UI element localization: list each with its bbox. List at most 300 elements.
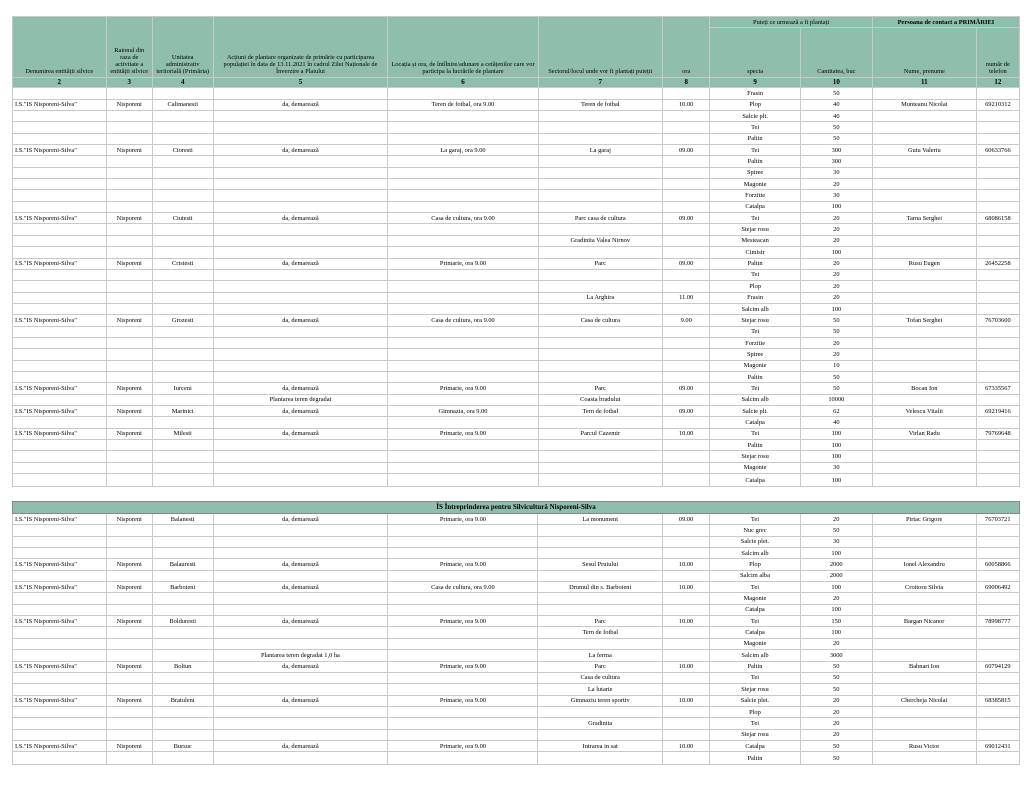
district-cell (106, 440, 152, 451)
meeting-location-cell (388, 525, 538, 536)
contact-name-cell (872, 570, 976, 581)
phone-cell (976, 474, 1019, 487)
table-row (13, 349, 1020, 360)
column-number: 6 (388, 78, 538, 88)
hour-cell (662, 604, 709, 615)
hour-cell (663, 269, 710, 280)
phone-cell (976, 303, 1019, 314)
quantity-cell: 300 (800, 156, 872, 167)
phone-cell: 68385815 (976, 695, 1019, 706)
planting-site-cell (538, 247, 662, 258)
table-row (13, 604, 1020, 615)
phone-cell (976, 394, 1019, 405)
action-cell (213, 156, 388, 167)
table-row (13, 224, 1020, 235)
table-row (13, 525, 1020, 536)
district-cell (106, 417, 152, 428)
planting-site-cell: Parc (538, 258, 662, 269)
action-cell: da, demarează (213, 383, 388, 394)
quantity-cell: 20 (800, 292, 872, 303)
hour-cell (663, 371, 710, 382)
action-cell (213, 281, 388, 292)
contact-name-cell (872, 88, 976, 99)
contact-name-cell (872, 190, 976, 201)
phone-cell (976, 179, 1019, 190)
header-phone: număr de telefon (976, 28, 1019, 78)
hour-cell (662, 650, 709, 661)
contact-name-cell: Tarna Serghei (872, 213, 976, 224)
meeting-location-cell (388, 548, 538, 559)
quantity-cell: 30 (800, 190, 872, 201)
district-cell: Nisporeni (106, 428, 152, 439)
district-cell (106, 224, 152, 235)
quantity-cell: 30 (800, 536, 872, 547)
species-cell: Plop (710, 99, 801, 110)
quantity-cell: 40 (800, 99, 872, 110)
district-cell (106, 88, 152, 99)
table-row (13, 428, 1020, 439)
district-cell: Nisporeni (106, 661, 152, 672)
planting-table-upper (12, 16, 1020, 487)
quantity-cell: 20 (800, 213, 872, 224)
planting-table-lower (12, 501, 1020, 765)
table-row (13, 536, 1020, 547)
action-cell (213, 337, 388, 348)
spreadsheet (12, 0, 1020, 765)
district-cell (106, 326, 152, 337)
action-cell (213, 570, 388, 581)
district-cell (106, 122, 152, 133)
phone-cell (976, 729, 1019, 740)
hour-cell (663, 337, 710, 348)
district-cell (106, 638, 152, 649)
district-cell (106, 752, 152, 765)
phone-cell: 68086158 (976, 213, 1019, 224)
quantity-cell: 2000 (800, 559, 872, 570)
species-cell: Salcie plet. (710, 695, 801, 706)
table-row (13, 190, 1020, 201)
hour-cell (662, 536, 709, 547)
action-cell (213, 247, 388, 258)
quantity-cell: 20 (800, 224, 872, 235)
action-cell: da, demarează (213, 559, 388, 570)
quantity-cell: 100 (800, 247, 872, 258)
action-cell (213, 235, 388, 246)
meeting-location-cell (388, 462, 538, 473)
hour-cell (662, 570, 709, 581)
action-cell: da, demarează (213, 213, 388, 224)
quantity-cell: 20 (800, 281, 872, 292)
district-cell: Nisporeni (106, 315, 152, 326)
header-meeting-location: Locația și ora, de întîlnire/adunare a cetățenilor care vor participa la lucrările de plantare (388, 17, 538, 78)
district-cell (106, 627, 152, 638)
district-cell (106, 111, 152, 122)
quantity-cell: 100 (800, 201, 872, 212)
quantity-cell: 100 (800, 627, 872, 638)
species-cell: Plop (710, 706, 801, 717)
hour-cell: 09.00 (663, 145, 710, 156)
town-hall-cell: Bursuc (152, 740, 213, 751)
quantity-cell: 30 (800, 462, 872, 473)
phone-cell (976, 604, 1019, 615)
quantity-cell: 100 (800, 451, 872, 462)
town-hall-cell (152, 122, 213, 133)
town-hall-cell: Iurceni (152, 383, 213, 394)
meeting-location-cell (388, 627, 538, 638)
meeting-location-cell (388, 179, 538, 190)
planting-site-cell: Gradinita (538, 718, 662, 729)
phone-cell: 69012431 (976, 740, 1019, 751)
quantity-cell: 50 (800, 326, 872, 337)
phone-cell (976, 167, 1019, 178)
hour-cell (663, 281, 710, 292)
phone-cell (976, 706, 1019, 717)
meeting-location-cell: Primarie, ora 9.00 (388, 428, 538, 439)
planting-site-cell: Teren de fotbal (538, 99, 662, 110)
table-row (13, 303, 1020, 314)
meeting-location-cell (388, 394, 538, 405)
entity-cell (13, 525, 107, 536)
species-cell: Stejar rosu (710, 224, 801, 235)
table-row (13, 337, 1020, 348)
species-cell: Cimisir (710, 247, 801, 258)
table-row (13, 672, 1020, 683)
planting-site-cell: La monument (538, 514, 662, 525)
contact-name-cell (872, 235, 976, 246)
meeting-location-cell (388, 570, 538, 581)
town-hall-cell (152, 269, 213, 280)
quantity-cell: 50 (800, 371, 872, 382)
entity-cell (13, 326, 107, 337)
town-hall-cell (152, 604, 213, 615)
action-cell: da, demarează (213, 695, 388, 706)
phone-cell (976, 201, 1019, 212)
district-cell (106, 337, 152, 348)
contact-name-cell (872, 337, 976, 348)
district-cell (106, 156, 152, 167)
quantity-cell: 50 (800, 684, 872, 695)
hour-cell: 10.00 (662, 616, 709, 627)
quantity-cell: 20 (800, 179, 872, 190)
column-number: 11 (872, 78, 976, 88)
entity-cell (13, 570, 107, 581)
planting-site-cell: Parc (538, 661, 662, 672)
table-row (13, 417, 1020, 428)
town-hall-cell: Cioresti (152, 145, 213, 156)
contact-name-cell (872, 462, 976, 473)
planting-site-cell: Parcul Cazemir (538, 428, 662, 439)
table-row (13, 548, 1020, 559)
table-row (13, 706, 1020, 717)
column-number: 4 (152, 78, 213, 88)
town-hall-cell: Boltun (152, 661, 213, 672)
town-hall-cell (152, 462, 213, 473)
entity-cell: I.S."IS Nisporeni-Silva" (13, 428, 107, 439)
phone-cell (976, 224, 1019, 235)
meeting-location-cell (388, 536, 538, 547)
contact-name-cell (872, 650, 976, 661)
meeting-location-cell: Primarie, ora 9.00 (388, 258, 538, 269)
contact-name-cell (872, 281, 976, 292)
meeting-location-cell (388, 111, 538, 122)
town-hall-cell (152, 593, 213, 604)
contact-name-cell (872, 752, 976, 765)
quantity-cell: 30 (800, 167, 872, 178)
planting-site-cell (538, 190, 662, 201)
phone-cell (976, 190, 1019, 201)
phone-cell: 69210312 (976, 99, 1019, 110)
planting-site-cell: Gimnaziu teren sportiv (538, 695, 662, 706)
district-cell (106, 604, 152, 615)
meeting-location-cell (388, 729, 538, 740)
district-cell: Nisporeni (106, 383, 152, 394)
species-cell: Catalpa (710, 604, 801, 615)
table-row (13, 405, 1020, 416)
entity-cell (13, 360, 107, 371)
entity-cell: I.S."IS Nisporeni-Silva" (13, 616, 107, 627)
action-cell (213, 451, 388, 462)
town-hall-cell (152, 201, 213, 212)
species-cell: Catalpa (710, 474, 801, 487)
entity-cell (13, 718, 107, 729)
district-cell (106, 201, 152, 212)
town-hall-cell (152, 111, 213, 122)
entity-cell (13, 281, 107, 292)
column-number: 9 (710, 78, 801, 88)
quantity-cell: 20 (800, 337, 872, 348)
town-hall-cell (152, 451, 213, 462)
phone-cell (976, 88, 1019, 99)
district-cell: Nisporeni (106, 514, 152, 525)
quantity-cell: 10 (800, 360, 872, 371)
meeting-location-cell (388, 235, 538, 246)
action-cell (213, 718, 388, 729)
contact-name-cell: Bocan Ion (872, 383, 976, 394)
species-cell: Stejar rosu (710, 315, 801, 326)
contact-name-cell (872, 672, 976, 683)
species-cell: Catalpa (710, 201, 801, 212)
entity-cell (13, 536, 107, 547)
planting-site-cell: La ferma (538, 650, 662, 661)
meeting-location-cell (388, 337, 538, 348)
action-cell: da, demarează (213, 405, 388, 416)
town-hall-cell: Cristesti (152, 258, 213, 269)
meeting-location-cell (388, 303, 538, 314)
hour-cell: 10.00 (662, 582, 709, 593)
district-cell (106, 303, 152, 314)
town-hall-cell (152, 684, 213, 695)
quantity-cell: 20 (800, 695, 872, 706)
contact-name-cell (872, 360, 976, 371)
meeting-location-cell (388, 133, 538, 144)
table-row (13, 752, 1020, 765)
species-cell: Stejar rosu (710, 451, 801, 462)
quantity-cell: 40 (800, 417, 872, 428)
species-cell: Paltin (710, 752, 801, 765)
quantity-cell: 20 (800, 514, 872, 525)
entity-cell (13, 371, 107, 382)
quantity-cell: 62 (800, 405, 872, 416)
action-cell (213, 604, 388, 615)
quantity-cell: 50 (800, 88, 872, 99)
quantity-cell: 2000 (800, 570, 872, 581)
meeting-location-cell (388, 360, 538, 371)
species-cell: Tei (710, 213, 801, 224)
header-planting-site: Sectorul/locul unde vor fi plantați puieții (538, 17, 662, 78)
action-cell (213, 672, 388, 683)
town-hall-cell (152, 536, 213, 547)
action-cell (213, 593, 388, 604)
town-hall-cell: Balanesti (152, 514, 213, 525)
hour-cell (663, 474, 710, 487)
contact-name-cell (872, 525, 976, 536)
phone-cell: 26452258 (976, 258, 1019, 269)
town-hall-cell: Bolduresti (152, 616, 213, 627)
action-cell: da, demarează (213, 99, 388, 110)
phone-cell (976, 718, 1019, 729)
town-hall-cell: Barboieni (152, 582, 213, 593)
hour-cell: 10.00 (663, 99, 710, 110)
species-cell: Stejar rosu (710, 684, 801, 695)
action-cell (213, 706, 388, 717)
contact-name-cell (872, 156, 976, 167)
table-row (13, 281, 1020, 292)
species-cell: Salcim alba (710, 570, 801, 581)
entity-cell (13, 201, 107, 212)
meeting-location-cell (388, 281, 538, 292)
meeting-location-cell (388, 706, 538, 717)
quantity-cell: 20 (800, 269, 872, 280)
district-cell (106, 536, 152, 547)
district-cell (106, 706, 152, 717)
phone-cell (976, 525, 1019, 536)
contact-name-cell: Munteanu Nicolai (872, 99, 976, 110)
meeting-location-cell (388, 269, 538, 280)
entity-cell (13, 88, 107, 99)
hour-cell (663, 88, 710, 99)
phone-cell: 60633766 (976, 145, 1019, 156)
table-row (13, 179, 1020, 190)
action-cell (213, 122, 388, 133)
entity-cell: I.S."IS Nisporeni-Silva" (13, 514, 107, 525)
meeting-location-cell (388, 371, 538, 382)
contact-name-cell (872, 122, 976, 133)
planting-site-cell: Tern de fotbal (538, 627, 662, 638)
town-hall-cell (152, 235, 213, 246)
phone-cell (976, 462, 1019, 473)
planting-site-cell (538, 167, 662, 178)
quantity-cell: 50 (800, 740, 872, 751)
table-row (13, 360, 1020, 371)
contact-name-cell: Ionel Alexandru (872, 559, 976, 570)
column-number: 7 (538, 78, 662, 88)
meeting-location-cell (388, 718, 538, 729)
hour-cell: 09.00 (663, 405, 710, 416)
quantity-cell: 100 (800, 548, 872, 559)
header-quantity: Cantitatea, buc (800, 28, 872, 78)
entity-cell (13, 706, 107, 717)
phone-cell (976, 536, 1019, 547)
action-cell: da, demarează (213, 740, 388, 751)
phone-cell (976, 752, 1019, 765)
action-cell (213, 729, 388, 740)
quantity-cell: 20 (800, 706, 872, 717)
district-cell: Nisporeni (106, 145, 152, 156)
entity-cell (13, 729, 107, 740)
town-hall-cell (152, 292, 213, 303)
town-hall-cell (152, 349, 213, 360)
phone-cell: 69219416 (976, 405, 1019, 416)
hour-cell (663, 201, 710, 212)
species-cell: Magonie (710, 462, 801, 473)
species-cell: Spiree (710, 167, 801, 178)
hour-cell: 09.00 (663, 383, 710, 394)
town-hall-cell (152, 650, 213, 661)
planting-site-cell: Coasta bradului (538, 394, 662, 405)
phone-cell (976, 638, 1019, 649)
table-row (13, 99, 1020, 110)
entity-cell: I.S."IS Nisporeni-Silva" (13, 383, 107, 394)
planting-site-cell: Parc (538, 383, 662, 394)
quantity-cell: 100 (800, 604, 872, 615)
header-district: Raionul din raza de activitate a entității silvice (106, 17, 152, 78)
table-row (13, 88, 1020, 99)
planting-site-cell (538, 570, 662, 581)
action-cell (213, 179, 388, 190)
action-cell: da, demarează (213, 315, 388, 326)
species-cell: Stejar rosu (710, 729, 801, 740)
planting-site-cell (538, 593, 662, 604)
hour-cell (663, 303, 710, 314)
entity-cell (13, 349, 107, 360)
meeting-location-cell: Primarie, ora 9.00 (388, 695, 538, 706)
species-cell: Salcim alb (710, 548, 801, 559)
planting-site-cell (538, 133, 662, 144)
table-row (13, 695, 1020, 706)
district-cell (106, 360, 152, 371)
hour-cell: 11.00 (663, 292, 710, 303)
meeting-location-cell (388, 88, 538, 99)
planting-site-cell (538, 451, 662, 462)
species-cell: Tei (710, 326, 801, 337)
town-hall-cell (152, 167, 213, 178)
phone-cell (976, 627, 1019, 638)
quantity-cell: 20 (800, 729, 872, 740)
quantity-cell: 20 (800, 235, 872, 246)
meeting-location-cell (388, 349, 538, 360)
phone-cell (976, 326, 1019, 337)
planting-site-cell (538, 111, 662, 122)
district-cell (106, 525, 152, 536)
entity-cell (13, 303, 107, 314)
species-cell: Mesteacan (710, 235, 801, 246)
district-cell: Nisporeni (106, 213, 152, 224)
contact-name-cell (872, 451, 976, 462)
hour-cell (663, 156, 710, 167)
species-cell: Catalpa (710, 740, 801, 751)
entity-cell (13, 684, 107, 695)
contact-name-cell: Chercheja Nicolai (872, 695, 976, 706)
district-cell: Nisporeni (106, 258, 152, 269)
entity-cell (13, 122, 107, 133)
contact-name-cell (872, 548, 976, 559)
species-cell: Forzitie (710, 337, 801, 348)
hour-cell (662, 718, 709, 729)
meeting-location-cell (388, 156, 538, 167)
meeting-location-cell (388, 224, 538, 235)
species-cell: Salcie plt. (710, 405, 801, 416)
planting-site-cell: Tern de fotbal (538, 405, 662, 416)
